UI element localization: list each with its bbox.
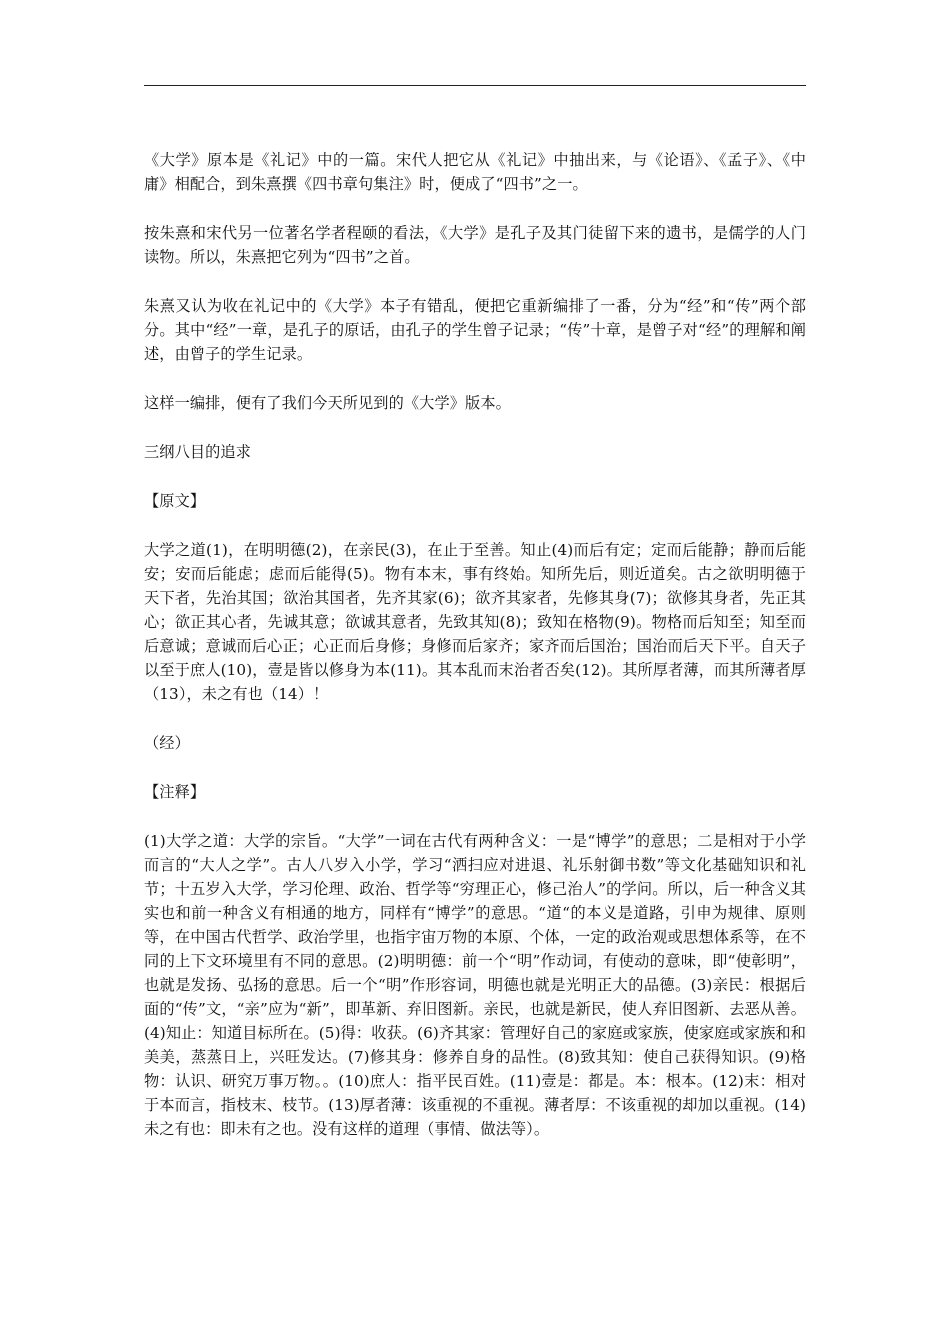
- zhuxi-view-paragraph: 按朱熹和宋代另一位著名学者程颐的看法，《大学》是孔子及其门徒留下来的遗书，是儒学的人门读物。所以，朱熹把它列为“四书”之首。: [144, 224, 806, 266]
- header-rule: [144, 85, 806, 86]
- edition-paragraph: 这样一编排，便有了我们今天所见到的《大学》版本。: [144, 394, 511, 412]
- classic-label: （经）: [144, 734, 190, 752]
- annotation-paragraph: (1)大学之道：大学的宗旨。“大学”一词在古代有两种含义：一是“博学”的意思；二是相对于小学而言的“大人之学”。古人八岁入小学，学习“洒扫应对进退、礼乐射御书数”等文化基础知识和礼节；十五岁入大学，学习伦理、政治、哲学等“穷理正心，修己治人”的学问。所以，后一种含义其实也和前一种含义有相通的地方，同样有“博学”的意思。“道“的本义是道路，引申为规律、原则等，在中国古代哲学、政治学里，也指宇宙万物的本原、个体，一定的政治观或思想体系等，在不同的上下文环境里有不同的意思。(2)明明德：前一个“明”作动词，有使动的意味，即“使彰明”，也就是发扬、弘扬的意思。后一个“明”作形容词，明德也就是光明正大的品德。(3)亲民：根据后面的“传”文，“亲”应为“新”，即革新、弃旧图新。亲民，也就是新民，使人弃旧图新、去恶从善。(4)知止：知道目标所在。(5)得：收获。(6)齐其家：管理好自己的家庭或家族，使家庭或家族和和美美，蒸蒸日上，兴旺发达。(7)修其身：修养自身的品性。(8)致其知：使自己获得知识。(9)格物：认识、研究万事万物。。(10)庶人：指平民百姓。(11)壹是：都是。本：根本。(12)末：相对于本而言，指枝末、枝节。(13)厚者薄：该重视的不重视。薄者厚：不该重视的却加以重视。(14)未之有也：即未有之也。没有这样的道理（事情、做法等）。: [144, 832, 806, 1138]
- annotation-heading: 【注释】: [144, 783, 206, 801]
- original-text-paragraph: 大学之道(1)，在明明德(2)，在亲民(3)，在止于至善。知止(4)而后有定；定而后能静；静而后能安；安而后能虑；虑而后能得(5)。物有本末，事有终始。知所先后，则近道矣。古之欲明明德于天下者，先治其国；欲治其国者，先齐其家(6)；欲齐其家者，先修其身(7)；欲修其身者，先正其心；欲正其心者，先诚其意；欲诚其意者，先致其知(8)；致知在格物(9)。物格而后知至；知至而后意诚；意诚而后心正；心正而后身修；身修而后家齐；家齐而后国治；国治而后天下平。自天子以至于庶人(10)，壹是皆以修身为本(11)。其本乱而末治者否矣(12)。其所厚者薄，而其所薄者厚（13），未之有也（14）！: [144, 541, 806, 703]
- rearrangement-paragraph: 朱熹又认为收在礼记中的《大学》本子有错乱，便把它重新编排了一番，分为“经”和“传”两个部分。其中“经”一章，是孔子的原话，由孔子的学生曾子记录；“传”十章，是曾子对“经”的理解和阐述，由曾子的学生记录。: [144, 297, 806, 363]
- original-text-heading: 【原文】: [144, 492, 206, 510]
- intro-paragraph: 《大学》原本是《礼记》中的一篇。宋代人把它从《礼记》中抽出来，与《论语》、《孟子》、《中庸》相配合，到朱熹撰《四书章句集注》时，便成了“四书”之一。: [144, 151, 806, 193]
- section-heading: 三纲八目的追求: [144, 443, 252, 461]
- document-body: [144, 148, 806, 1166]
